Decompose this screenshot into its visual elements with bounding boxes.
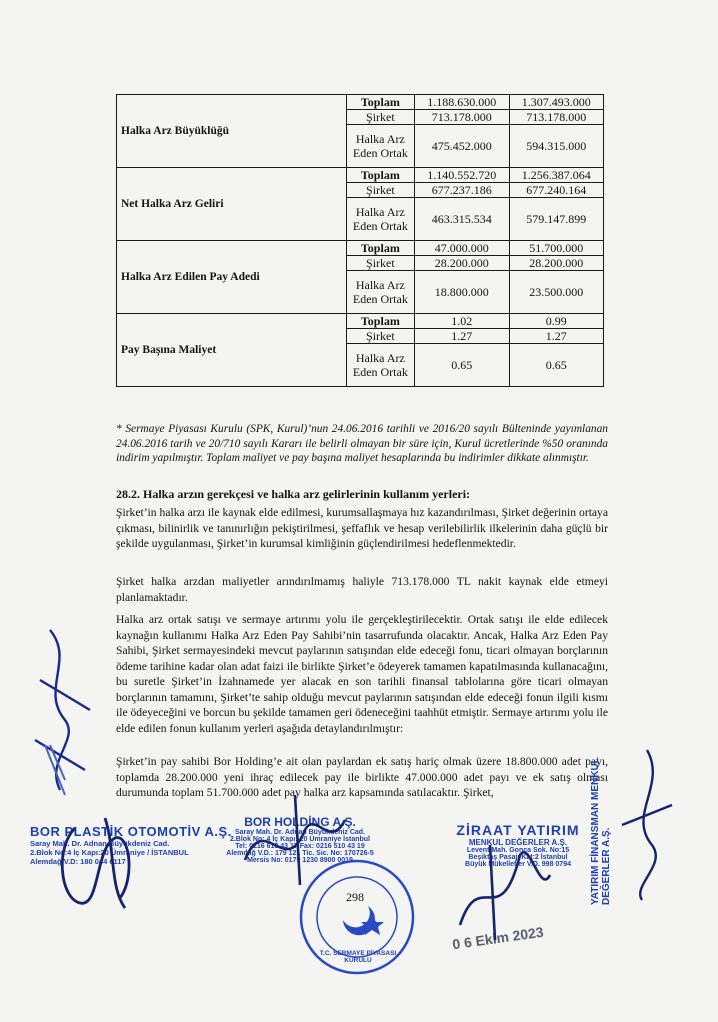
row-label: Toplam: [346, 95, 414, 110]
stamp-line: Saray Mah. Dr. Adnan Büyükdeniz Cad.: [30, 839, 170, 848]
paragraph-4: Şirket’in pay sahibi Bor Holding’e ait olan paylardan ek satış hariç olmak üzere 18.800.000 adet payı, toplamda 28.200.000 yeni ihraç edilecek pay ile birlikte 47.000.000 adet payı ve ek satış olması durumunda toplam 51.700.000 adet pay halka arz kapsamında satılacaktır. Şirket,: [116, 755, 608, 799]
stamp-line: 2.Blok No: 4 İç Kapı: 20 Ümraniye İstanbul: [229, 836, 371, 843]
group-label: Halka Arz Büyüklüğü: [117, 95, 347, 168]
row-label: Toplam: [346, 241, 414, 256]
cell-value: 1.307.493.000: [509, 95, 604, 110]
stamp-line: ZİRAAT YATIRIM: [456, 822, 580, 838]
stamp-line: Saray Mah. Dr. Adnan Büyükdeniz Cad.: [234, 829, 366, 836]
footnote: * Sermaye Piyasası Kurulu (SPK, Kurul)’nun 24.06.2016 tarihli ve 2016/20 sayılı Bülteninde yayımlanan 24.06.2016 tarih ve 20/710 sayılı Kararı ile belirli olmayan bir süre için, Kurul ücretlerinde %50 oranında indirim yapılmıştır. Toplam maliyet ve pay başına maliyet hesaplarında bu indirimler dikkate alınmıştır.: [116, 423, 608, 464]
row-label: Şirket: [346, 329, 414, 344]
cell-value: 1.256.387.064: [509, 168, 604, 183]
stamp-line: MENKUL DEĞERLER A.Ş.: [468, 838, 568, 847]
cell-value: 1.140.552.720: [415, 168, 509, 183]
group-label: Pay Başına Maliyet: [117, 314, 347, 387]
row-label: Toplam: [346, 314, 414, 329]
page-number: 298: [346, 890, 364, 904]
cell-value: 677.240.164: [509, 183, 604, 198]
row-label: Şirket: [346, 256, 414, 271]
cell-value: 51.700.000: [509, 241, 604, 256]
cell-value: 1.27: [509, 329, 604, 344]
cell-value: 0.99: [509, 314, 604, 329]
cell-value: 463.315.534: [415, 198, 509, 241]
ziraat-signature: [440, 835, 560, 945]
cell-value: 1.27: [415, 329, 509, 344]
row-label: Şirket: [346, 110, 414, 125]
cell-value: 18.800.000: [415, 271, 509, 314]
cell-value: 713.178.000: [415, 110, 509, 125]
stamp-line: BOR PLASTİK OTOMOTİV A.Ş.: [30, 824, 232, 839]
stamp-line: 2.Blok No:4 İç Kapı:20 Ümraniye / İSTANBUL: [30, 848, 189, 857]
cell-value: 677.237.186: [415, 183, 509, 198]
table-row: [117, 168, 604, 183]
cell-value: 23.500.000: [509, 271, 604, 314]
stamp-line: BOR HOLDİNG A.Ş.: [244, 815, 356, 829]
row-label: Halka Arz Eden Ortak: [346, 271, 414, 314]
cell-value: 1.188.630.000: [415, 95, 509, 110]
group-label: Net Halka Arz Geliri: [117, 168, 347, 241]
bor-otomotiv-signature: [45, 808, 155, 918]
stamp-line: Mersis No: 0179 1230 8900 0019: [247, 857, 353, 864]
cell-value: 579.147.899: [509, 198, 604, 241]
cell-value: 713.178.000: [509, 110, 604, 125]
stamp-line: Tel: 0216 613 43 17 Fax: 0216 510 43 19: [235, 843, 365, 850]
paragraph-2: Şirket halka arzdan maliyetler arındırılmamış haliyle 713.178.000 TL nakit kaynak elde etmeyi planlamaktadır.: [116, 575, 608, 604]
table-row: [117, 314, 604, 329]
cell-value: 47.000.000: [415, 241, 509, 256]
row-label: Toplam: [346, 168, 414, 183]
paragraph-3: Halka arz ortak satışı ve sermaye artırımı yolu ile gerçekleştirilecektir. Ortak satışı ile elde edilecek kaynağın kullanımı Halka Arz Eden Pay Sahibi’nin tasarrufunda olacaktır. Ancak, Halka Arz Eden Pay Sahibi, Şirket sermayesindeki mevcut paylarının satışından elde edeceği fonu, ticari olmayan borçlarının ödeme tarihine kadar olan adat faizi ile birlikte Şirket’e ödeyerek tamamen kapatılmasında kullanacağını, bu suretle Şirket’in İzahnamede yer alacak en son tarihli finansal tablolarına göre ticari olmayan borçlarının tamamını, Şirket’te sahip olduğu mevcut paylarının satışından elde edeceği fonun ilgili kısmı ile ödeyeceğini ve borcun bu şekilde tamamen geri ödeneceğini taahhüt etmiştir. Sermaye artırımı yolu ile elde edilen fonun kullanım yerleri aşağıda detaylandırılmıştır:: [116, 613, 608, 735]
section-title: 28.2. Halka arzın gerekçesi ve halka arz gelirlerinin kullanım yerleri:: [116, 487, 471, 501]
cell-value: 1.02: [415, 314, 509, 329]
stamp-line: Alemdağ V.D: 180 044 6117: [30, 857, 126, 866]
row-label: Halka Arz Eden Ortak: [346, 344, 414, 387]
row-label: Şirket: [346, 183, 414, 198]
stamp-line: Alemdağ V.D.: 179 121 Tic. Sic. No: 170726-5: [226, 850, 374, 857]
cell-value: 28.200.000: [509, 256, 604, 271]
left-margin-stamp-mark: [40, 740, 70, 800]
group-label: Halka Arz Edilen Pay Adedi: [117, 241, 347, 314]
row-label: Halka Arz Eden Ortak: [346, 198, 414, 241]
cell-value: 0.65: [415, 344, 509, 387]
cell-value: 475.452.000: [415, 125, 509, 168]
spk-seal-text: T.C. SERMAYE PİYASASI KURULU: [319, 950, 397, 964]
cell-value: 594.315.000: [509, 125, 604, 168]
paragraph-1: Şirket’in halka arzı ile kaynak elde edilmesi, kurumsallaşmaya hız kazandırılması, Şirket değerinin ortaya çıkması, bilinirlik ve tanınırlığın pekiştirilmesi, şeffaflık ve hesap verilebilirlik ilkelerinin daha güçlü bir şekilde uygulanması, Şirket’in kurumsal kimliğinin güçlendirilmesi hedeflenmektedir.: [116, 506, 608, 550]
ipo-summary-table: [116, 94, 604, 387]
row-label: Halka Arz Eden Ortak: [346, 125, 414, 168]
right-margin-signature: [612, 745, 682, 905]
stamp-line: Büyük Mükellefler V.D. 998 0794: [465, 861, 571, 868]
table-row: [117, 241, 604, 256]
cell-value: 0.65: [509, 344, 604, 387]
table-row: [117, 95, 604, 110]
stamp-line: Levent Mah. Gonca Sok. No:15: [466, 847, 570, 854]
stamp-line: Beşiktaş Pasajı Kat:2 İstanbul: [468, 854, 568, 861]
date-stamp: 0 6 Ekim 2023: [451, 923, 545, 953]
cell-value: 28.200.000: [415, 256, 509, 271]
side-vertical-stamp: YATIRIM FİNANSMAN MENKUL DEĞERLER A.Ş.: [590, 757, 612, 905]
